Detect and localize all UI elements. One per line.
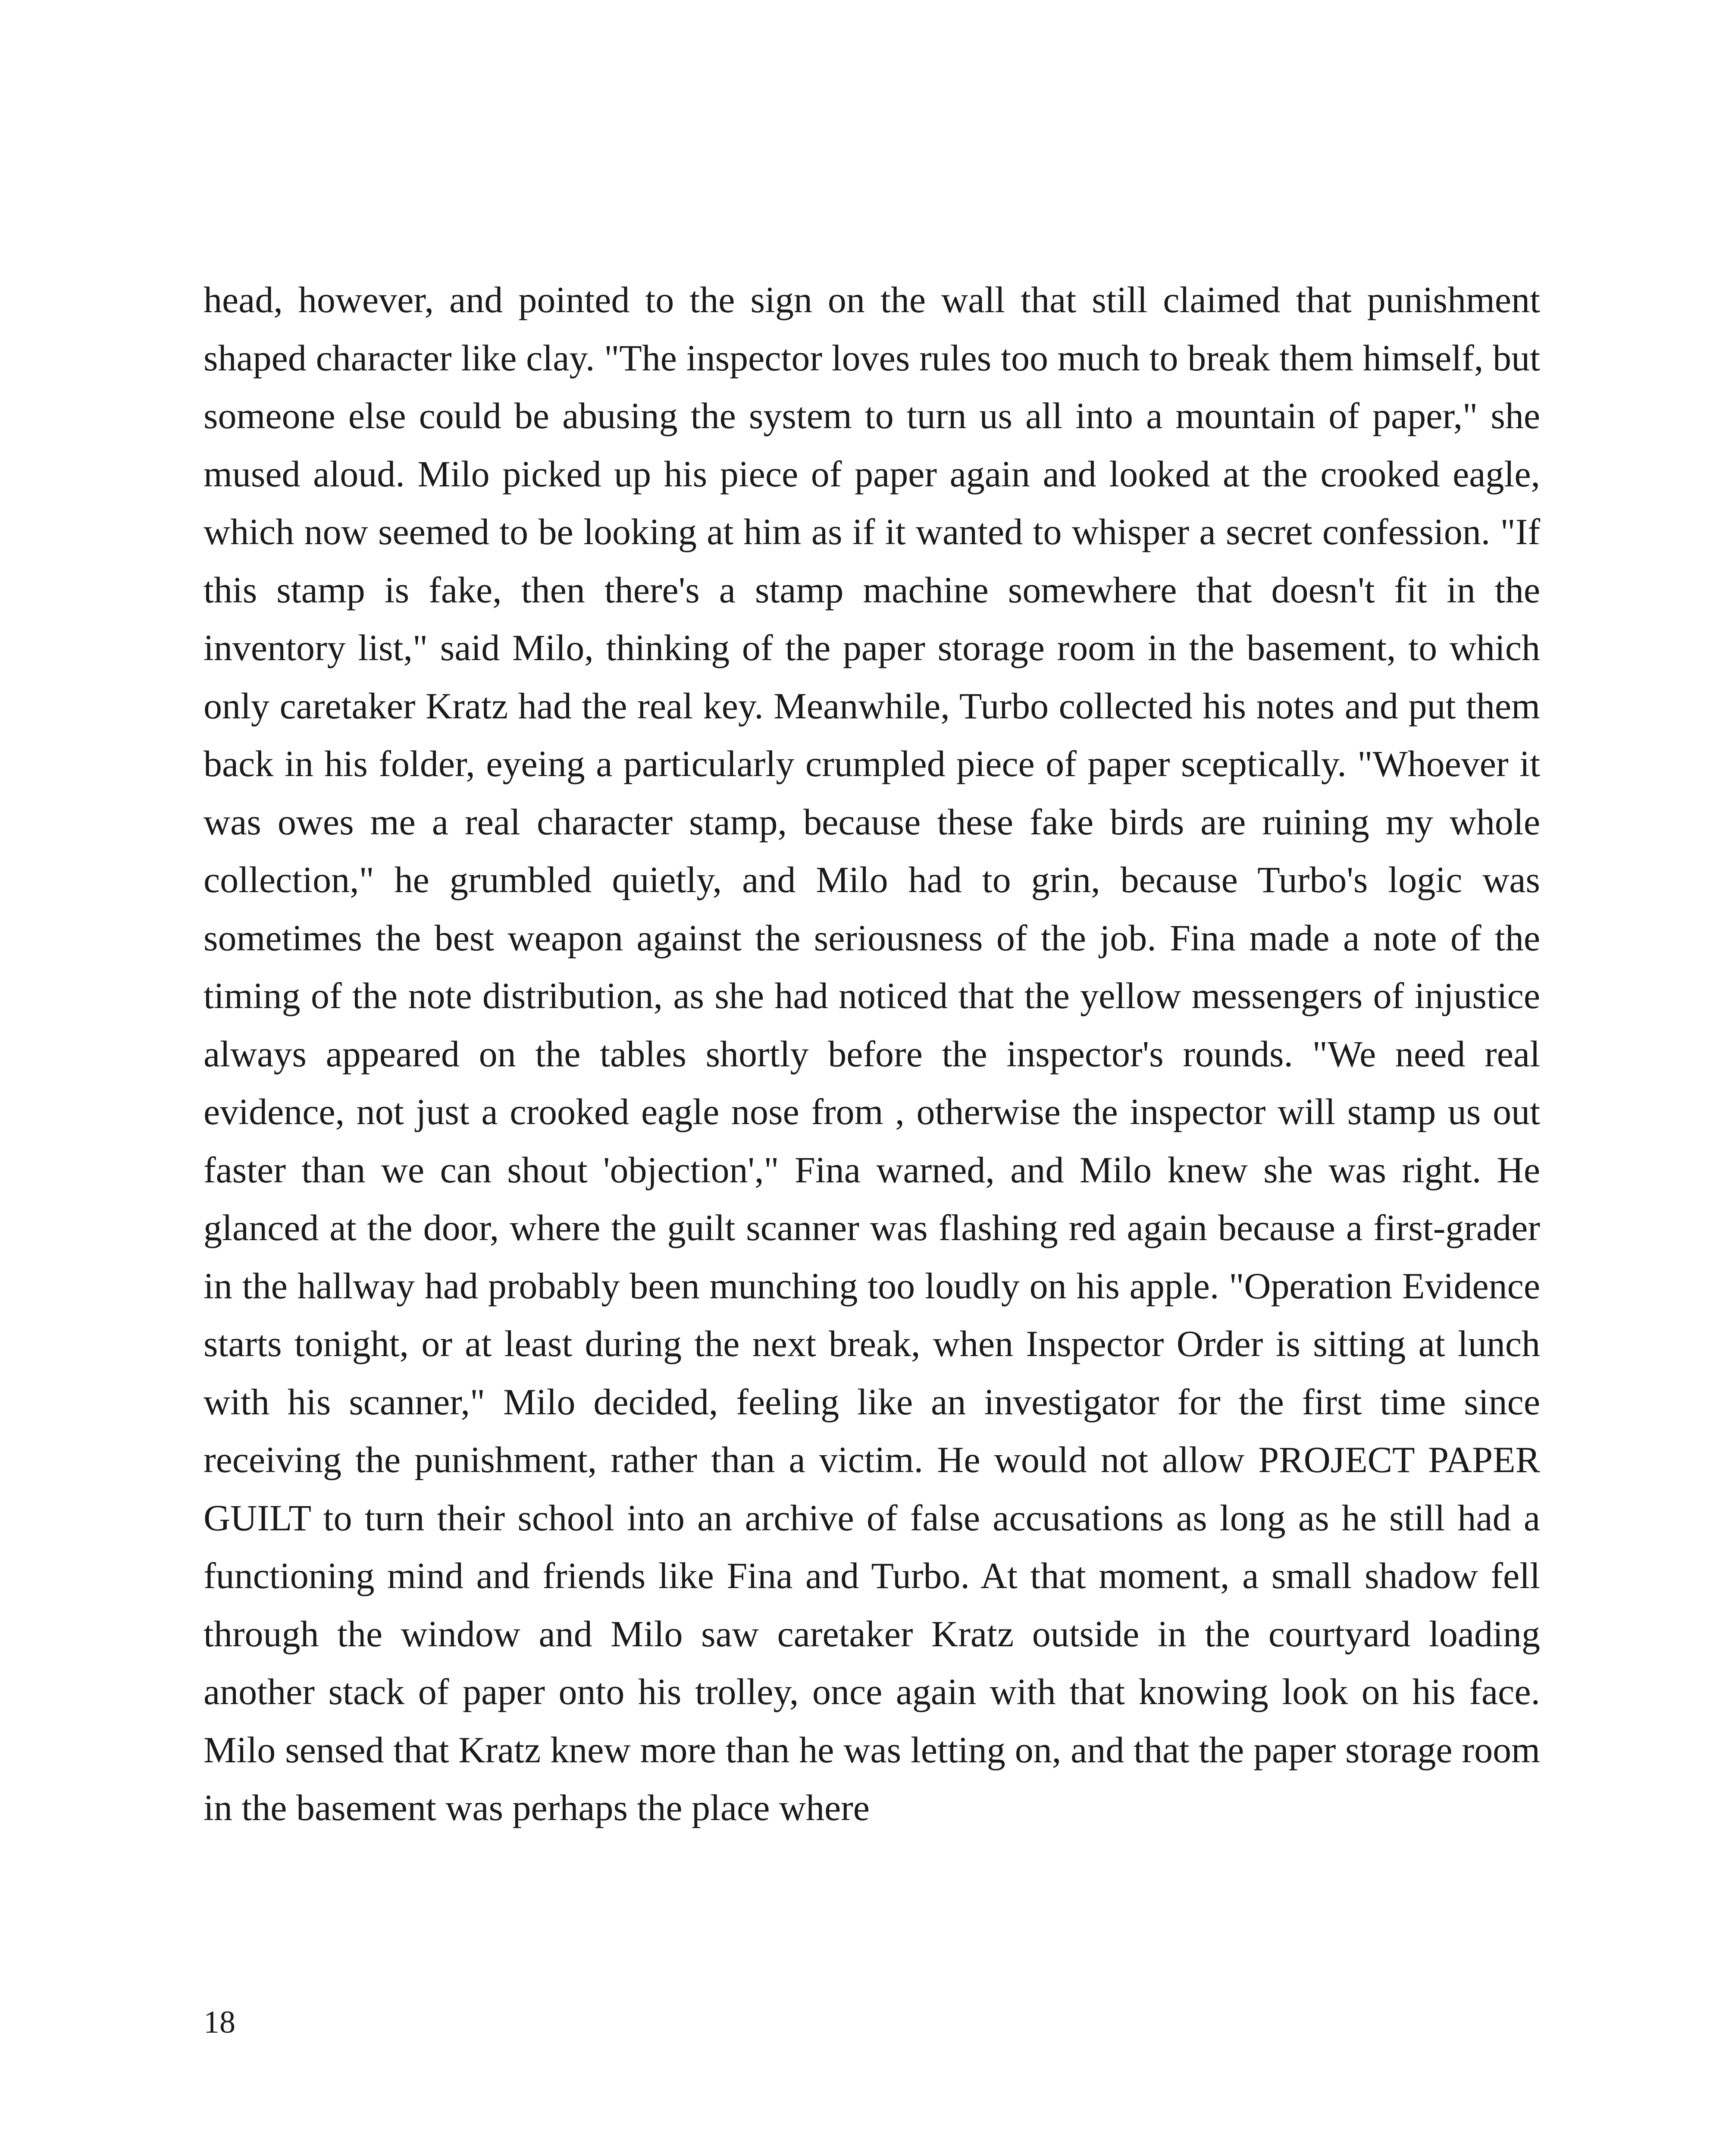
page-number: 18	[204, 2005, 235, 2040]
body-paragraph: head, however, and pointed to the sign on the wall that still claimed that punishment shaped character like clay. "The inspector loves rules too much to break them himself, but someone else could be abusing the system to turn us all into a mountain of paper," she mused aloud. Milo picked up his piece of paper again and looked at the crooked eagle, which now seemed to be looking at him as if it wanted to whisper a secret confession. "If this stamp is fake, then there's a stamp machine somewhere that doesn't fit in the inventory list," said Milo, thinking of the paper storage room in the basement, to which only caretaker Kratz had the real key. Meanwhile, Turbo collected his notes and put them back in his folder, eyeing a particularly crumpled piece of paper sceptically. "Whoever it was owes me a real character stamp, because these fake birds are ruining my whole collection," he grumbled quietly, and Milo had to grin, because Turbo's logic was sometimes the best weapon against the seriousness of the job. Fina made a note of the timing of the note distribution, as she had noticed that the yellow messengers of injustice always appeared on the tables shortly before the inspector's rounds. "We need real evidence, not just a crooked eagle nose from , otherwise the inspector will stamp us out faster than we can shout 'objection'," Fina warned, and Milo knew she was right. He glanced at the door, where the guilt scanner was flashing red again because a first-grader in the hallway had probably been munching too loudly on his apple. "Operation Evidence starts tonight, or at least during the next break, when Inspector Order is sitting at lunch with his scanner," Milo decided, feeling like an investigator for the first time since receiving the punishment, rather than a victim. He would not allow PROJECT PAPER GUILT to turn their school into an archive of false accusations as long as he still had a functioning mind and friends like Fina and Turbo. At that moment, a small shadow fell through the window and Milo saw caretaker Kratz outside in the courtyard loading another stack of paper onto his trolley, once again with that knowing look on his face. Milo sensed that Kratz knew more than he was letting on, and that the paper storage room in the basement was perhaps the place where	[204, 279, 1540, 1828]
